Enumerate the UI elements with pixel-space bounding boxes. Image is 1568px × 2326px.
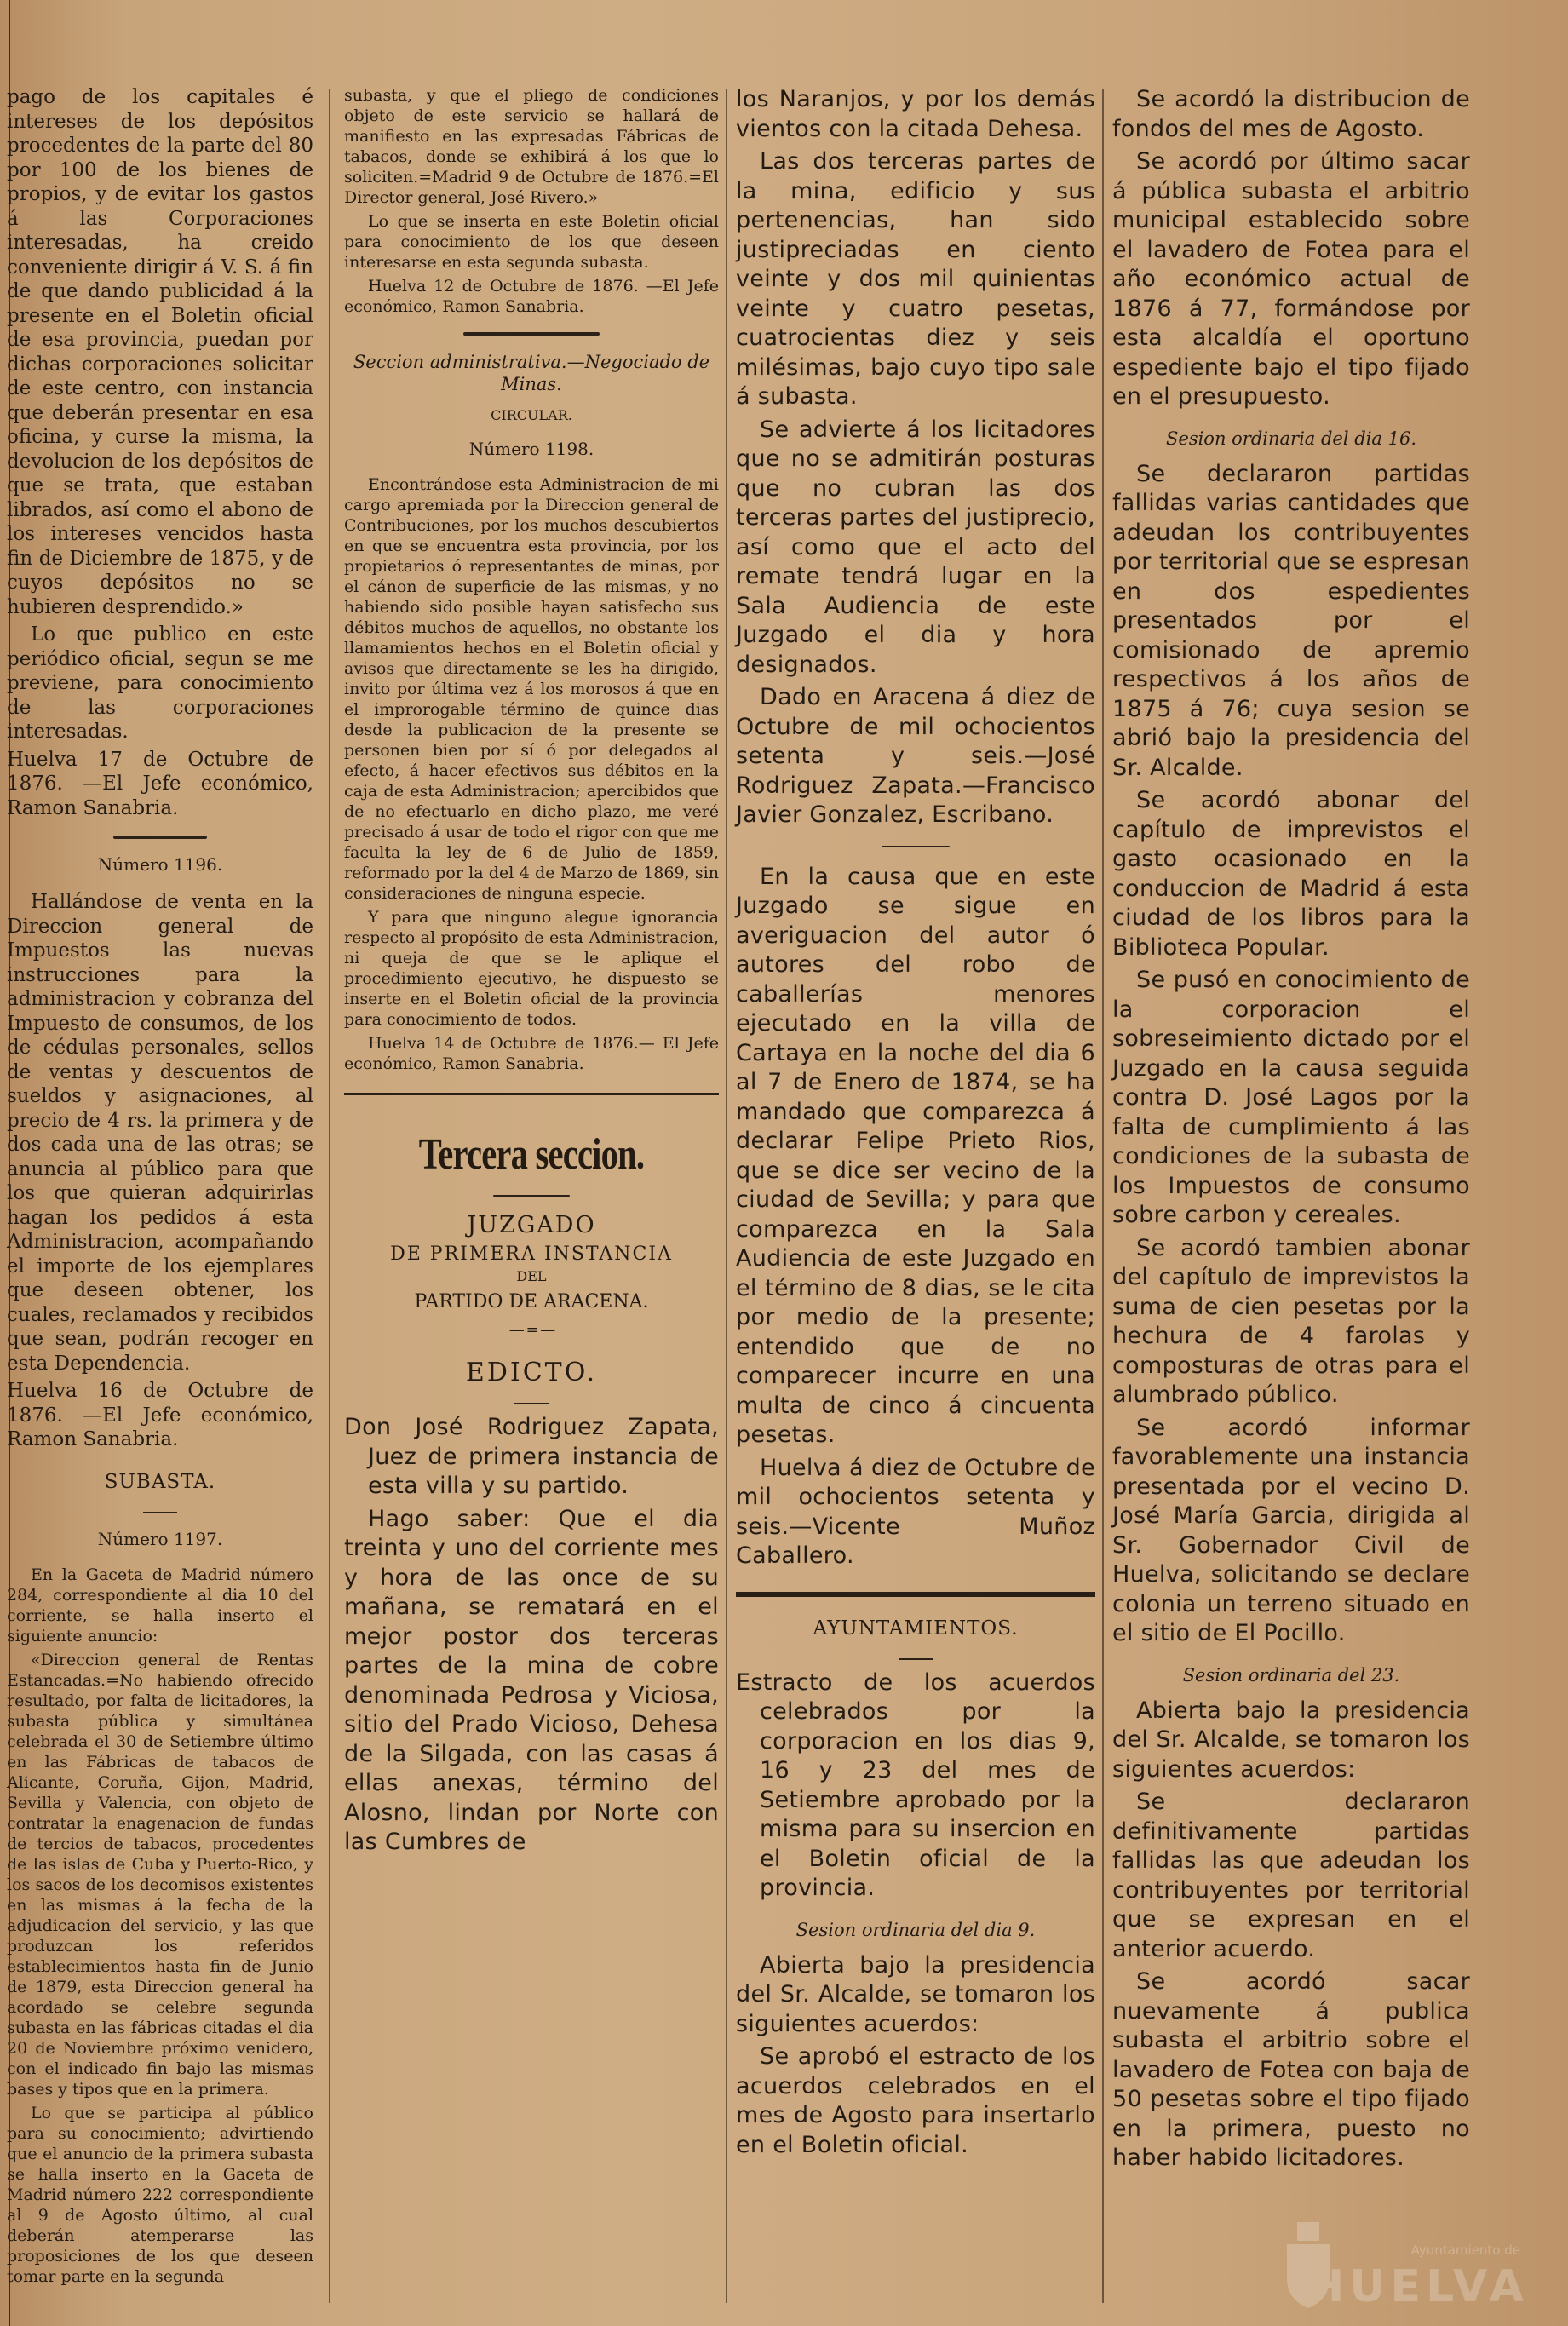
archive-watermark [1278,2198,1534,2317]
paragraph: Lo que se participa al público para su conocimiento; advirtiendo que el anuncio de la primera subasta se halla inserto en la Gaceta de Madrid número 222 correspondiente al 9 de Agosto último, al cual deberán atemperarse las proposiciones de los que deseen tomar parte en la segunda [7,2103,313,2286]
paragraph: Don José Rodriguez Zapata, Juez de primera instancia de esta villa y su partido. [344,1414,719,1499]
paragraph: Las dos terceras partes de la mina, edificio y sus pertenencias, han sido justipreciadas en ciento veinte y dos mil quinientas veinte y cuatro pesetas, cuatrocientas diez y seis milésimas, bajo cuyo tipo sale á subasta. [736,148,1095,410]
section-heading: SUBASTA. [104,1470,216,1493]
signature: Huelva 17 de Octubre de 1876. —El Jefe económico, Ramon Sanabria. [7,748,313,819]
separator [143,1512,177,1513]
paragraph: En la Gaceta de Madrid número 284, correspondiente al dia 10 del corriente, se halla inserto el siguiente anuncio: [7,1565,313,1645]
paragraph: Hallándose de venta en la Direccion general de Impuestos las nuevas instrucciones para la administracion y cobranza del Impuesto de consumos, de los de cédulas personales, sellos de ventas y descuentos de sueldos y asignaciones, al precio de 4 rs. la primera y de dos cada una de las otras; se anuncia al público para que los que quieran adquirirlas hagan los pedidos á esta Administracion, acompañando el importe de los ejemplares que deseen obtener, los cuales, reclamados y recibidos que sean, podrán recoger en esta Dependencia. [7,891,313,1375]
paragraph: Y para que ninguno alegue ignorancia respecto al propósito de esta Administracion, ni queja de que se le aplique el procedimiento ejecutivo, he dispuesto se inserte en el Boletin oficial de la provincia para conocimiento de todos. [344,908,719,1029]
watermark-name: HUELVA [1307,2261,1529,2312]
court-subtitle: DE PRIMERA INSTANCIA [390,1243,673,1265]
column-3 [736,85,1095,2163]
paragraph: Se pusó en conocimiento de la corporacion el sobreseimiento dictado por el Juzgado en la causa seguida contra D. José Lagos por la falta de cumplimiento á las condiciones de la subasta de los Impuestos de consumo sobre carbon y cereales. [1112,967,1470,1228]
paragraph: Se acordó tambien abonar del capítulo de imprevistos la suma de cien pesetas por la hechura de 4 farolas y composturas de otras para el alumbrado público. [1112,1234,1470,1408]
section-title: Seccion administrativa.—Negociado de Minas. [353,352,710,394]
notice-number: Número 1197. [97,1528,223,1549]
paragraph: Se acordó por último sacar á pública subasta el arbitrio municipal establecido sobre el lavadero de Fotea para el año económico actual de 1876 á 77, formándose por esta alcaldía el oportuno espediente bajo el tipo fijado en el presupuesto. [1112,148,1470,410]
paragraph: subasta, y que el pliego de condiciones objeto de este servicio se hallará de manifiesto en las expresadas Fábricas de tabacos, donde se exhibirá á los que lo soliciten.=Madrid 9 de Octubre de 1876.=El Director general, José Rivero.» [344,86,719,207]
signature: Huelva 12 de Octubre de 1876. —El Jefe económico, Ramon Sanabria. [344,277,719,316]
column-rule-1 [329,89,330,2303]
paragraph: Encontrándose esta Administracion de mi cargo apremiada por la Direccion general de Contribuciones, por los muchos descubiertos en que se encuentra esta provincia, por los propietarios ó representantes de minas, por el cánon de superficie de las mismas, y no habiendo sido posible hayan satisfecho sus débitos muchos de aquellos, no obstante los llamamientos hechos en el Boletin oficial y avisos que directamente se les ha dirigido, invito por última vez á los morosos á que en el improrogable término de quince dias desde la publicacion de la presente se personen bien por sí ó por delegados al efecto, á hacer efectivos sus débitos en la caja de esta Administracion; apercibidos que de no efectuarlo en dicho plazo, me veré precisado á usar de todo el rigor con que me faculta la ley de 6 de Julio de 1859, reformado por la del 4 de Marzo de 1869, sin consideraciones de ninguna especie. [344,475,719,903]
session-title: Sesion ordinaria del 23. [1182,1664,1400,1686]
paragraph: Se acordó la distribucion de fondos del mes de Agosto. [1112,86,1470,142]
separator [344,1093,719,1095]
edict-title: EDICTO. [465,1358,598,1387]
column-2 [344,85,719,1861]
separator [463,332,600,336]
circular-label: CIRCULAR. [491,407,572,423]
column-4 [1112,85,1470,2177]
separator: — = — [508,1321,554,1339]
separator [493,1195,570,1197]
paragraph: Hago saber: Que el dia treinta y uno del corriente mes y hora de las once de su mañana, se rematará en el mejor postor dos terceras partes de la mina de cobre denominada Pedrosa y Viciosa, sitio del Prado Vicioso, Dehesa de la Silgada, con las casas á ellas anexas, término del Alosno, lindan por Norte con las Cumbres de [344,1505,719,1855]
signature: Huelva 16 de Octubre de 1876. —El Jefe económico, Ramon Sanabria. [7,1380,313,1450]
separator [899,1658,933,1660]
notice-number: Número 1198. [468,439,594,459]
session-title: Sesion ordinaria del dia 9. [795,1919,1036,1940]
section-main-title: Tercera seccion. [418,1130,645,1179]
paragraph: Se acordó informar favorablemente una instancia presentada por el vecino D. José María Garcia, dirigida al Sr. Gobernador Civil de Huelva, solicitando se declare colonia un terreno situado en el sitio de El Pocillo. [1112,1414,1470,1646]
paragraph: Huelva á diez de Octubre de mil ochocientos setenta y seis.—Vicente Muñoz Caballero. [736,1454,1095,1569]
column-1 [7,85,313,2290]
separator [514,1403,549,1404]
paragraph: «Direccion general de Rentas Estancadas.=No habiendo ofrecido resultado, por falta de licitadores, la subasta pública y simultánea celebrada el 30 de Setiembre último en las Fábricas de tabacos de Alicante, Coruña, Gijon, Madrid, Sevilla y Valencia, con objeto de contratar la enagenacion de fundas de tercios de tabacos, procedentes de las islas de Cuba y Puerto-Rico, y los sacos de los decomisos existentes en las mismas á la fecha de la adjudicacion del servicio, y las que produzcan los referidos establecimientos hasta fin de Junio de 1879, esta Direccion general ha acordado se celebre segunda subasta en las fábricas citadas el dia 20 de Noviembre próximo venidero, con el indicado fin bajo las mismas bases y tipos que en la primera. [7,1650,313,2099]
paragraph: Se acordó sacar nuevamente á publica subasta el arbitrio sobre el lavadero de Fotea con baja de 50 pesetas sobre el tipo fijado en la primera, puesto no haber habido licitadores. [1112,1968,1470,2171]
court-title: JUZGADO [467,1212,596,1238]
session-title: Sesion ordinaria del dia 16. [1166,428,1416,449]
watermark-label: Ayuntamiento de [1410,2243,1520,2258]
paragraph: Lo que publico en este periódico oficial, segun se me previene, para conocimiento de las corporaciones interesadas. [7,623,313,743]
column-rule-2 [726,89,727,2303]
paragraph: Se declararon definitivamente partidas fallidas las que adeudan los contribuyentes por territorial que se expresan en el anterior acuerdo. [1112,1789,1470,1962]
paragraph: Lo que se inserta en este Boletin oficial para conocimiento de los que deseen interesarse en esta segunda subasta. [344,212,719,272]
paragraph: Abierta bajo la presidencia del Sr. Alcalde, se tomaron los siguientes acuerdos: [736,1951,1095,2037]
signature: Huelva 14 de Octubre de 1876.— El Jefe económico, Ramon Sanabria. [344,1034,719,1073]
court-district: PARTIDO DE ARACENA. [414,1291,649,1312]
paragraph: Estracto de los acuerdos celebrados por la corporacion en los dias 9, 16 y 23 del mes de Setiembre aprobado por la misma para su insercion en el Boletin oficial de la provincia. [736,1668,1095,1901]
section-heading: AYUNTAMIENTOS. [813,1617,1019,1640]
separator [113,836,207,839]
separator [882,846,950,847]
paragraph: Se advierte á los licitadores que no se admitirán posturas que no cubran las dos terceras partes del justiprecio, así como que el acto del remate tendrá lugar en la Sala Audiencia de este Juzgado el dia y hora designados. [736,416,1095,678]
paragraph: Abierta bajo la presidencia del Sr. Alcalde, se tomaron los siguientes acuerdos: [1112,1697,1470,1783]
paragraph: En la causa que en este Juzgado se sigue en averiguacion del autor ó autores del robo de caballerías menores ejecutado en la villa de Cartaya en la noche del dia 6 al 7 de Enero de 1874, se ha mandado que comparezca á declarar Felipe Prieto Rios, que se dice ser vecino de la ciudad de Sevilla; y para que comparezca en la Sala Audiencia de este Juzgado en el término de 8 dias, se le cita por medio de la presente; entendido que de no comparecer incurre en una multa de cinco á cincuenta pesetas. [736,863,1095,1448]
court-del: DEL [516,1268,547,1284]
paragraph: pago de los capitales é intereses de los depósitos procedentes de la parte del 80 por 100 de los bienes de propios, y de evitar los gastos á las Corporaciones interesadas, ha creido conveniente dirigir á V. S. á fin de que dando publicidad á la presente en el Boletin oficial de esa provincia, puedan por dichas corporaciones solicitar de este centro, con instancia que deberán presentar en esa oficina, y curse la misma, la devolucion de los depósitos de que se trata, que estaban librados, así como el abono de los intereses vencidos hasta fin de Diciembre de 1875, y de cuyos depósitos no se hubieren desprendido.» [7,86,313,618]
separator [736,1592,1095,1597]
paragraph: Dado en Aracena á diez de Octubre de mil ochocientos setenta y seis.—José Rodriguez Zapata.—Francisco Javier Gonzalez, Escribano. [736,684,1095,828]
paragraph: los Naranjos, y por los demás vientos con la citada Dehesa. [736,86,1095,142]
paragraph: Se declararon partidas fallidas varias cantidades que adeudan los contribuyentes por territorial que se espresan en dos espedientes presentados por el comisionado de apremio respectivos á los años de 1875 á 76; cuya sesion se abrió bajo la presidencia del Sr. Alcalde. [1112,460,1470,781]
column-rule-3 [1102,89,1104,2303]
paragraph: Se aprobó el estracto de los acuerdos celebrados en el mes de Agosto para insertarlo en el Boletin oficial. [736,2043,1095,2158]
notice-number: Número 1196. [97,854,223,875]
paragraph: Se acordó abonar del capítulo de imprevistos el gasto ocasionado en la conduccion de Madrid á esta ciudad de los libros para la Biblioteca Popular. [1112,787,1470,961]
